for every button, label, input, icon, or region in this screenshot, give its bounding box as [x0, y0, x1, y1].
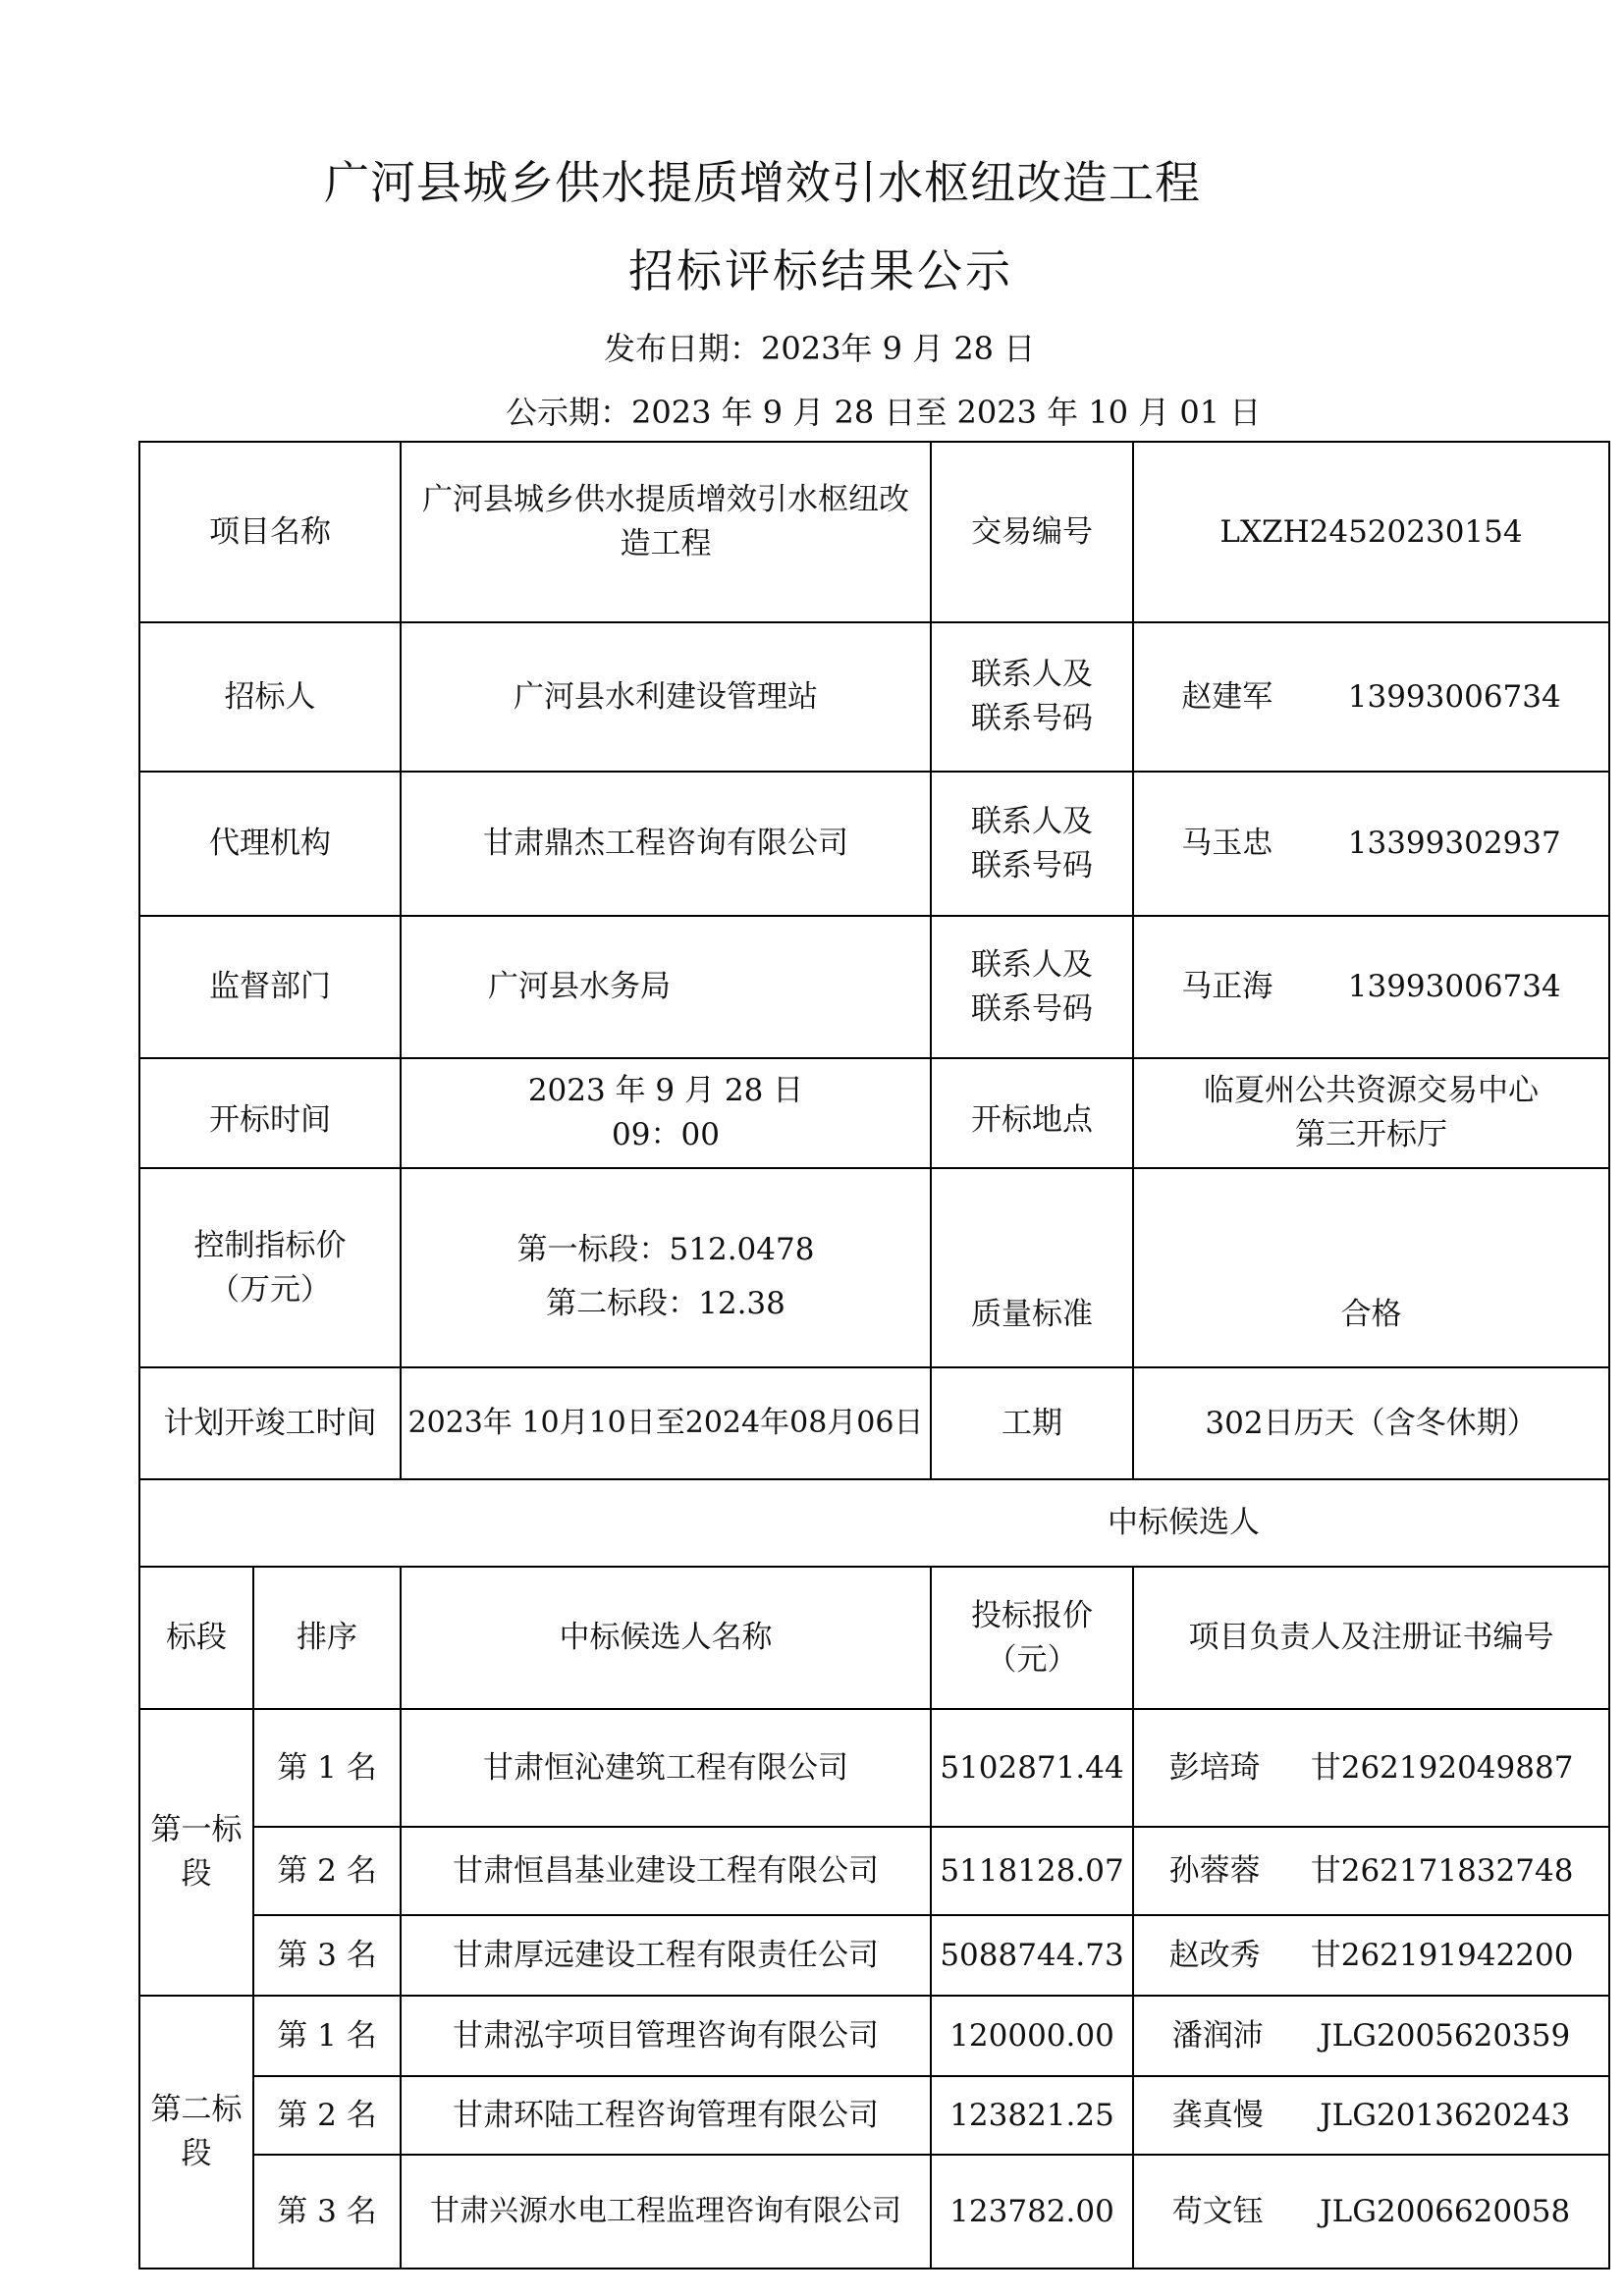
tenderer-contact-phone: 13993006734 — [1347, 678, 1561, 715]
header-price-line1: 投标报价 — [971, 1597, 1093, 1633]
tenderer-value: 广河县水利建设管理站 — [401, 622, 931, 772]
candidate-name: 甘肃泓宇项目管理咨询有限公司 — [401, 1996, 931, 2076]
table-row — [139, 1915, 1609, 1996]
candidate-rank: 第 1 名 — [253, 1996, 401, 2076]
quality-value: 合格 — [1133, 1168, 1609, 1367]
tenderer-contact — [1133, 622, 1609, 772]
control-price-label — [139, 1168, 401, 1367]
table-row — [139, 1996, 1609, 2076]
candidate-manager — [1133, 1709, 1609, 1827]
candidate-price: 5118128.07 — [931, 1827, 1133, 1915]
candidate-name: 甘肃厚远建设工程有限责任公司 — [401, 1915, 931, 1996]
candidate-rank: 第 2 名 — [253, 2076, 401, 2155]
agency-contact-phone: 13399302937 — [1347, 826, 1561, 862]
candidate-manager-name: 赵改秀 — [1168, 1937, 1261, 1973]
open-time-label: 开标时间 — [139, 1058, 401, 1168]
control-price-label-line1: 控制指标价 — [193, 1227, 347, 1263]
tenderer-contact-label: 联系人及联系号码 — [931, 622, 1133, 772]
header-manager: 项目负责人及注册证书编号 — [1133, 1567, 1609, 1709]
section-2-label — [139, 1996, 253, 2269]
row-project — [139, 442, 1609, 622]
schedule-label: 计划开竣工时间 — [139, 1367, 401, 1479]
table-row — [139, 1827, 1609, 1915]
candidate-price: 123782.00 — [931, 2155, 1133, 2269]
tenderer-contact-name: 赵建军 — [1181, 678, 1273, 715]
candidate-manager — [1133, 1827, 1609, 1915]
candidate-name: 甘肃环陆工程咨询管理有限公司 — [401, 2076, 931, 2155]
candidate-name: 甘肃兴源水电工程监理咨询有限公司 — [401, 2155, 931, 2269]
control-price-section1: 第一标段：512.0478 — [516, 1232, 815, 1267]
candidate-manager-name: 龚真慢 — [1171, 2097, 1264, 2133]
candidate-manager — [1133, 2155, 1609, 2269]
agency-label: 代理机构 — [139, 772, 401, 916]
tenderer-label: 招标人 — [139, 622, 401, 772]
open-place-value — [1133, 1058, 1609, 1168]
document-title: 广河县城乡供水提质增效引水枢纽改造工程 — [324, 156, 1201, 209]
row-schedule — [139, 1367, 1609, 1479]
document-subtitle: 招标评标结果公示 — [628, 244, 1013, 297]
agency-contact-label: 联系人及联系号码 — [931, 772, 1133, 916]
candidate-manager-name: 苟文钰 — [1171, 2193, 1264, 2229]
row-tenderer — [139, 622, 1609, 772]
candidate-manager-cert: 甘262192049887 — [1310, 1749, 1574, 1786]
candidates-header-row — [139, 1567, 1609, 1709]
open-place-line2: 第三开标厅 — [1295, 1117, 1447, 1152]
header-name: 中标候选人名称 — [401, 1567, 931, 1709]
section-2-label-line1: 第二标 — [150, 2092, 243, 2128]
row-agency — [139, 772, 1609, 916]
header-price — [931, 1567, 1133, 1709]
supervisor-contact-phone: 13993006734 — [1347, 969, 1561, 1005]
candidate-manager-cert: JLG2005620359 — [1320, 2017, 1571, 2054]
candidates-banner: 中标候选人 — [139, 1479, 1609, 1567]
quality-label: 质量标准 — [931, 1168, 1133, 1367]
candidate-manager-name: 孙蓉蓉 — [1168, 1852, 1261, 1889]
table-row — [139, 2155, 1609, 2269]
open-time-clock: 09：00 — [612, 1117, 720, 1152]
open-time-date: 2023 年 9 月 28 日 — [527, 1073, 804, 1109]
candidate-manager-cert: JLG2006620058 — [1320, 2193, 1571, 2229]
notice-period: 公示期：2023 年 9 月 28 日至 2023 年 10 月 01 日 — [506, 394, 1262, 431]
supervisor-label: 监督部门 — [139, 916, 401, 1058]
section-2-label-line2: 段 — [181, 2136, 212, 2171]
candidate-price: 5088744.73 — [931, 1915, 1133, 1996]
candidate-manager — [1133, 2076, 1609, 2155]
supervisor-value: 广河县水务局 — [401, 916, 931, 1058]
table-row — [139, 2076, 1609, 2155]
candidate-rank: 第 1 名 — [253, 1709, 401, 1827]
candidate-manager-cert: JLG2013620243 — [1320, 2097, 1571, 2133]
candidate-price: 123821.25 — [931, 2076, 1133, 2155]
section-1-label-line1: 第一标 — [150, 1812, 243, 1848]
header-rank: 排序 — [253, 1567, 401, 1709]
candidate-name: 甘肃恒沁建筑工程有限公司 — [401, 1709, 931, 1827]
candidate-manager-cert: 甘262191942200 — [1310, 1937, 1574, 1973]
duration-value: 302日历天（含冬休期） — [1133, 1367, 1609, 1479]
open-time-value — [401, 1058, 931, 1168]
candidate-manager — [1133, 1996, 1609, 2076]
agency-contact — [1133, 772, 1609, 916]
project-name-label: 项目名称 — [139, 442, 401, 622]
row-supervisor — [139, 916, 1609, 1058]
section-1-label-line2: 段 — [181, 1856, 212, 1892]
candidate-rank: 第 3 名 — [253, 2155, 401, 2269]
candidate-price: 120000.00 — [931, 1996, 1133, 2076]
header-price-line2: （元） — [986, 1641, 1078, 1678]
agency-value: 甘肃鼎杰工程咨询有限公司 — [401, 772, 931, 916]
candidate-rank: 第 3 名 — [253, 1915, 401, 1996]
trade-no-label: 交易编号 — [931, 442, 1133, 622]
trade-no-value: LXZH24520230154 — [1133, 442, 1609, 622]
control-price-label-line2: （万元） — [209, 1271, 331, 1308]
candidate-manager — [1133, 1915, 1609, 1996]
candidate-manager-cert: 甘262171832748 — [1310, 1852, 1574, 1889]
control-price-section2: 第二标段：12.38 — [546, 1285, 785, 1321]
candidate-price: 5102871.44 — [931, 1709, 1133, 1827]
row-candidates-banner — [139, 1479, 1609, 1567]
result-table — [138, 441, 1610, 2269]
candidate-name: 甘肃恒昌基业建设工程有限公司 — [401, 1827, 931, 1915]
agency-contact-name: 马玉忠 — [1181, 826, 1273, 862]
open-place-label: 开标地点 — [931, 1058, 1133, 1168]
header-section: 标段 — [139, 1567, 253, 1709]
row-control-price — [139, 1168, 1609, 1367]
section-1-label — [139, 1709, 253, 1996]
row-opening — [139, 1058, 1609, 1168]
table-row — [139, 1709, 1609, 1827]
open-place-line1: 临夏州公共资源交易中心 — [1204, 1073, 1539, 1109]
candidate-manager-name: 彭培琦 — [1168, 1749, 1261, 1786]
project-name-value: 广河县城乡供水提质增效引水枢纽改造工程 — [401, 442, 931, 622]
supervisor-contact-name: 马正海 — [1181, 969, 1273, 1005]
publish-date: 发布日期：2023年 9 月 28 日 — [604, 330, 1036, 367]
control-price-value — [401, 1168, 931, 1367]
schedule-value: 2023年 10月10日至2024年08月06日 — [401, 1367, 931, 1479]
supervisor-contact-label: 联系人及联系号码 — [931, 916, 1133, 1058]
duration-label: 工期 — [931, 1367, 1133, 1479]
supervisor-contact — [1133, 916, 1609, 1058]
candidate-manager-name: 潘润沛 — [1171, 2017, 1264, 2054]
candidate-rank: 第 2 名 — [253, 1827, 401, 1915]
